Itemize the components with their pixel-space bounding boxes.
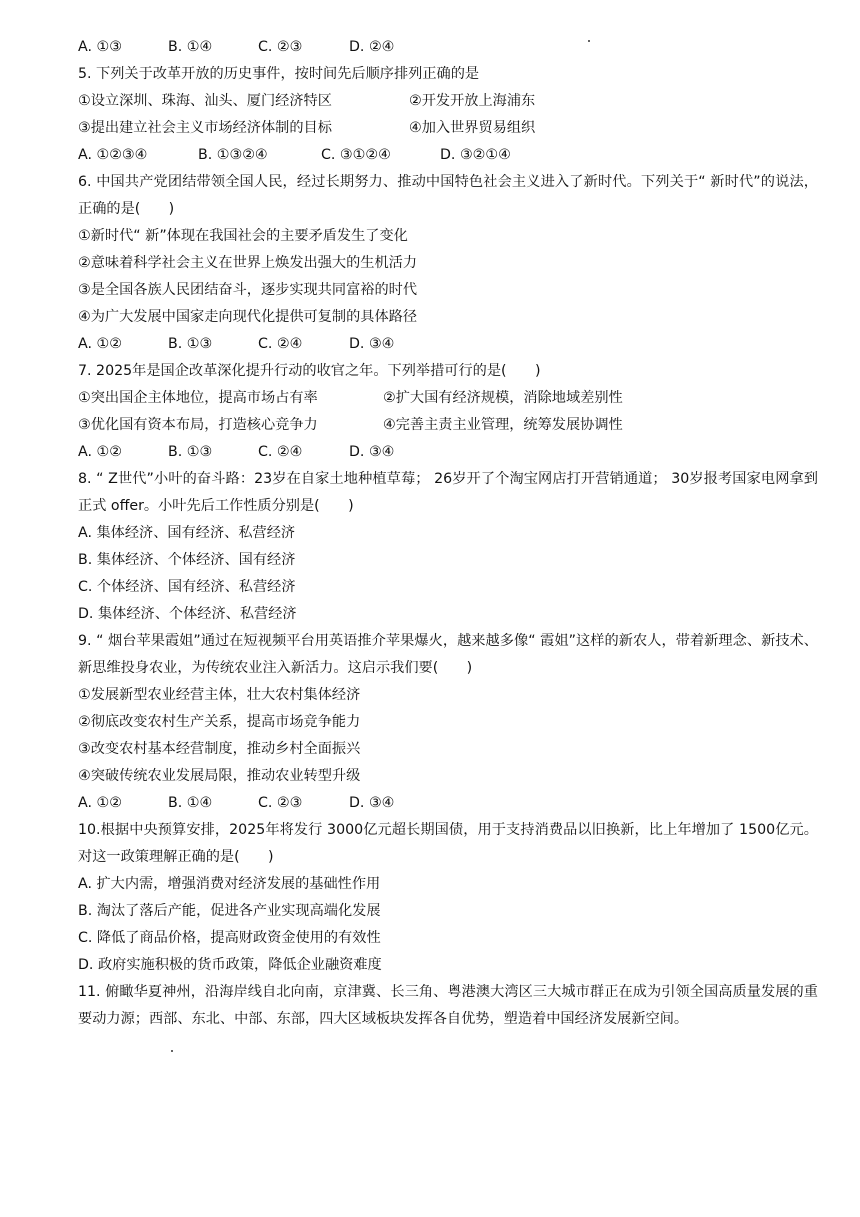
q9-option-a: A. ①② <box>78 795 122 811</box>
q7-option-d: D. ③④ <box>349 444 395 460</box>
q9-options <box>78 790 818 817</box>
q7-options <box>78 439 818 466</box>
q5-item-1: ①设立深圳、珠海、汕头、厦门经济特区 <box>78 93 332 109</box>
q5-options <box>78 142 818 169</box>
q4-option-d: D. ②④ <box>349 39 395 55</box>
q8-option-a: A. 集体经济、国有经济、私营经济 <box>78 525 296 541</box>
q7-option-a: A. ①② <box>78 444 122 460</box>
q10-stem: 10.根据中央预算安排，2025年将发行 3000亿元超长期国债，用于支持消费品以旧换新，比上年增加了 1500亿元。对这一政策理解正确的是( ) <box>78 822 818 865</box>
q5-item-3: ③提出建立社会主义市场经济体制的目标 <box>78 120 332 136</box>
q7-option-b: B. ①③ <box>168 444 213 460</box>
q5-stem: 5. 下列关于改革开放的历史事件，按时间先后顺序排列正确的是 <box>78 66 480 82</box>
q9-item-2: ②彻底改变农村生产关系，提高市场竞争能力 <box>78 714 361 730</box>
q9-item-3: ③改变农村基本经营制度，推动乡村全面振兴 <box>78 741 361 757</box>
exam-page <box>78 34 818 1033</box>
q6-stem: 6. 中国共产党团结带领全国人民，经过长期努力、推动中国特色社会主义进入了新时代。下列关于“ 新时代”的说法，正确的是( ) <box>78 174 818 217</box>
q4-options <box>78 34 818 61</box>
q9-option-b: B. ①④ <box>168 795 213 811</box>
q9-item-4: ④突破传统农业发展局限，推动农业转型升级 <box>78 768 361 784</box>
q6-option-c: C. ②④ <box>258 336 303 352</box>
q5-items-row2 <box>78 115 818 142</box>
q6-item-1: ①新时代“ 新”体现在我国社会的主要矛盾发生了变化 <box>78 228 408 244</box>
q5-item-4: ④加入世界贸易组织 <box>409 120 536 136</box>
q6-item-4: ④为广大发展中国家走向现代化提供可复制的具体路径 <box>78 309 418 325</box>
q5-option-d: D. ③②①④ <box>440 147 511 163</box>
q5-items-row1 <box>78 88 818 115</box>
q8-option-d: D. 集体经济、个体经济、私营经济 <box>78 606 297 622</box>
q7-option-c: C. ②④ <box>258 444 303 460</box>
q4-option-c: C. ②③ <box>258 39 303 55</box>
q10-option-d: D. 政府实施积极的货币政策，降低企业融资难度 <box>78 957 382 973</box>
q8-option-b: B. 集体经济、个体经济、国有经济 <box>78 552 296 568</box>
q9-option-d: D. ③④ <box>349 795 395 811</box>
q7-item-3: ③优化国有资本布局，打造核心竞争力 <box>78 417 318 433</box>
q8-stem: 8. “ Z世代”小叶的奋斗路：23岁在自家土地种植草莓； 26岁开了个淘宝网店打开营销通道； 30岁报考国家电网拿到正式 offer。小叶先后工作性质分别是( ) <box>78 471 818 514</box>
q4-option-a: A. ①③ <box>78 39 122 55</box>
q6-option-d: D. ③④ <box>349 336 395 352</box>
q7-item-4: ④完善主责主业管理，统筹发展协调性 <box>383 417 623 433</box>
q5-option-c: C. ③①②④ <box>321 147 391 163</box>
q7-items-row2 <box>78 412 818 439</box>
q11-stem: 11. 俯瞰华夏神州，沿海岸线自北向南，京津冀、长三角、粤港澳大湾区三大城市群正在成为引领全国高质量发展的重要动力源；西部、东北、中部、东部，四大区域板块发挥各自优势，塑造着中国经济发展新空间。 <box>78 984 818 1027</box>
q6-option-b: B. ①③ <box>168 336 213 352</box>
q10-option-a: A. 扩大内需，增强消费对经济发展的基础性作用 <box>78 876 381 892</box>
q10-option-b: B. 淘汰了落后产能，促进各产业实现高端化发展 <box>78 903 381 919</box>
decorative-dot-bottom <box>171 1050 173 1052</box>
q9-option-c: C. ②③ <box>258 795 303 811</box>
q5-item-2: ②开发开放上海浦东 <box>409 93 536 109</box>
q7-stem: 7. 2025年是国企改革深化提升行动的收官之年。下列举措可行的是( ) <box>78 363 541 379</box>
q6-option-a: A. ①② <box>78 336 122 352</box>
q5-option-a: A. ①②③④ <box>78 147 148 163</box>
q6-item-2: ②意味着科学社会主义在世界上焕发出强大的生机活力 <box>78 255 418 271</box>
q9-stem: 9. “ 烟台苹果霞姐”通过在短视频平台用英语推介苹果爆火，越来越多像“ 霞姐”这样的新农人，带着新理念、新技术、新思维投身农业，为传统农业注入新活力。这启示我们要( ) <box>78 633 818 676</box>
q7-item-2: ②扩大国有经济规模，消除地域差别性 <box>383 390 623 406</box>
q8-option-c: C. 个体经济、国有经济、私营经济 <box>78 579 296 595</box>
q7-item-1: ①突出国企主体地位，提高市场占有率 <box>78 390 318 406</box>
q6-options <box>78 331 818 358</box>
q6-item-3: ③是全国各族人民团结奋斗，逐步实现共同富裕的时代 <box>78 282 418 298</box>
q10-option-c: C. 降低了商品价格，提高财政资金使用的有效性 <box>78 930 381 946</box>
q4-option-b: B. ①④ <box>168 39 213 55</box>
q7-items-row1 <box>78 385 818 412</box>
q5-option-b: B. ①③②④ <box>198 147 268 163</box>
q9-item-1: ①发展新型农业经营主体，壮大农村集体经济 <box>78 687 361 703</box>
